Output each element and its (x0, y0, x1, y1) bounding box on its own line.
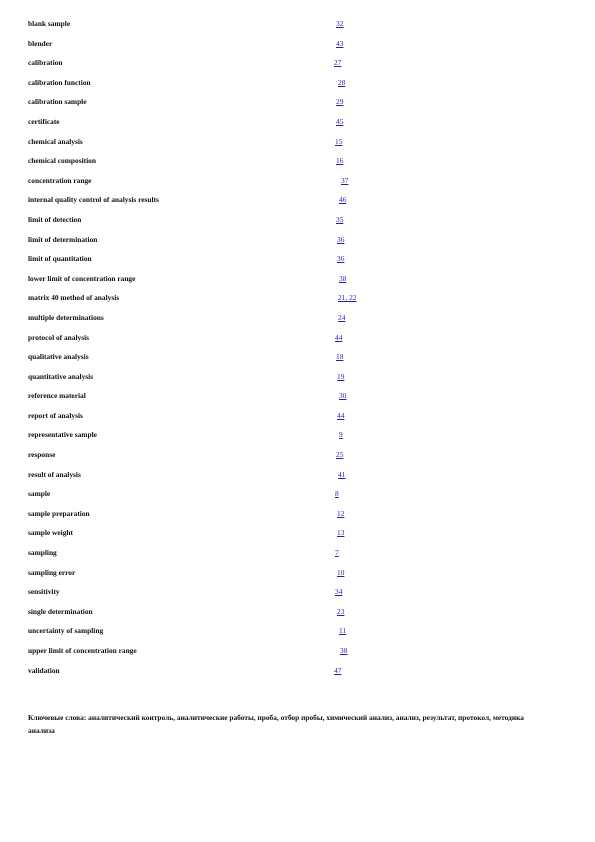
index-term: internal quality control of analysis results (28, 195, 159, 205)
page-ref-link[interactable]: 38 (339, 273, 347, 283)
index-entry (28, 548, 548, 568)
index-entry (28, 626, 548, 646)
page-ref-link[interactable]: 36 (337, 254, 345, 264)
page-ref-link[interactable]: 45 (336, 116, 344, 126)
index-entry (28, 39, 548, 59)
index-entry (28, 568, 548, 588)
page-ref-link[interactable]: 25 (336, 450, 344, 460)
page-ref-link[interactable]: 19 (337, 371, 345, 381)
page-ref-link[interactable]: 36 (337, 234, 345, 244)
keywords-paragraph: Ключевые слова: аналитический контроль, аналитические работы, проба, отбор пробы, химический анализ, анализ, результат, протокол, методика анализа (28, 713, 525, 735)
index-term: limit of determination (28, 234, 98, 244)
page-ref-link[interactable]: 32 (336, 19, 344, 28)
index-term: limit of quantitation (28, 254, 92, 264)
index-entry (28, 58, 548, 78)
index-term: sampling error (28, 567, 76, 577)
index-term: calibration function (28, 77, 91, 87)
index-term: certificate (28, 116, 60, 126)
index-entry (28, 470, 548, 490)
index-entry (28, 646, 548, 666)
page-ref-link[interactable]: 7 (335, 548, 339, 558)
page-ref-link[interactable]: 24 (338, 312, 346, 322)
page-ref-link[interactable]: 38 (340, 646, 348, 655)
page-ref-link[interactable]: 10 (337, 567, 345, 577)
page-ref-link[interactable]: 15 (335, 136, 343, 146)
page-ref-link[interactable]: 30 (339, 391, 347, 401)
page-ref-link[interactable]: 41 (338, 469, 346, 479)
index-entry (28, 293, 548, 313)
page-ref-link[interactable]: 12 (337, 508, 345, 518)
index-term: blank sample (28, 19, 71, 28)
index-term: uncertainty of sampling (28, 626, 104, 636)
index-term: representative sample (28, 430, 97, 440)
index-entry (28, 333, 548, 353)
index-entry (28, 137, 548, 157)
index-entry (28, 411, 548, 431)
index-entry (28, 78, 548, 98)
page-ref-link[interactable]: 9 (339, 430, 343, 440)
index-entry (28, 215, 548, 235)
index-entry (28, 372, 548, 392)
index-entry (28, 528, 548, 548)
page-ref-link[interactable]: 18 (336, 352, 344, 362)
index-term: protocol of analysis (28, 332, 90, 342)
index-term: concentration range (28, 175, 92, 185)
index-term: single determination (28, 606, 93, 616)
index-term: sample preparation (28, 508, 90, 518)
page-ref-link[interactable]: 43 (336, 38, 344, 48)
page-ref-link[interactable]: 23 (337, 606, 345, 616)
index-term: result of analysis (28, 469, 81, 479)
page-ref-link[interactable]: 34 (335, 587, 343, 597)
index-term: calibration (28, 58, 63, 68)
index-term: lower limit of concentration range (28, 273, 136, 283)
index-entry (28, 352, 548, 372)
index-term: quantitative analysis (28, 371, 94, 381)
term-index (28, 19, 548, 685)
index-entry (28, 117, 548, 137)
index-entry (28, 19, 548, 39)
index-entry (28, 666, 548, 686)
index-entry (28, 509, 548, 529)
page-ref-link[interactable]: 44 (337, 410, 345, 420)
index-term: sample weight (28, 528, 73, 538)
index-term: multiple determinations (28, 312, 104, 322)
index-entry (28, 254, 548, 274)
index-entry (28, 176, 548, 196)
index-entry (28, 391, 548, 411)
index-term: limit of detection (28, 214, 82, 224)
index-term: reference material (28, 391, 86, 401)
index-term: calibration sample (28, 97, 87, 107)
page-ref-link[interactable]: 8 (335, 489, 339, 499)
index-entry (28, 607, 548, 627)
index-term: report of analysis (28, 410, 83, 420)
index-term: chemical analysis (28, 136, 83, 146)
index-entry (28, 489, 548, 509)
index-term: sampling (28, 548, 57, 558)
index-term: matrix 40 method of analysis (28, 293, 120, 303)
index-term: sensitivity (28, 587, 60, 597)
index-entry (28, 450, 548, 470)
page-ref-link[interactable]: 11 (339, 626, 347, 636)
index-entry (28, 313, 548, 333)
index-entry (28, 430, 548, 450)
index-entry (28, 274, 548, 294)
index-term: chemical composition (28, 156, 96, 166)
index-term: blender (28, 38, 53, 48)
page-ref-link[interactable]: 27 (334, 58, 342, 68)
page-ref-link[interactable]: 28 (338, 77, 346, 87)
page-ref-link[interactable]: 16 (336, 156, 344, 166)
page-ref-link[interactable]: 29 (336, 97, 344, 107)
index-term: response (28, 450, 56, 460)
page-ref-link[interactable]: 35 (336, 214, 344, 224)
index-entry (28, 195, 548, 215)
index-term: validation (28, 665, 60, 675)
page-ref-link[interactable]: 47 (334, 665, 342, 675)
index-entry (28, 156, 548, 176)
page-ref-link[interactable]: 13 (337, 528, 345, 538)
page-ref-link[interactable]: 21, 22 (338, 293, 357, 303)
page-ref-link[interactable]: 46 (339, 195, 347, 205)
index-entry (28, 235, 548, 255)
page-ref-link[interactable]: 44 (335, 332, 343, 342)
page-ref-link[interactable]: 37 (341, 175, 349, 185)
index-term: upper limit of concentration range (28, 646, 137, 655)
index-term: sample (28, 489, 51, 499)
index-entry (28, 587, 548, 607)
index-entry (28, 97, 548, 117)
index-term: qualitative analysis (28, 352, 89, 362)
